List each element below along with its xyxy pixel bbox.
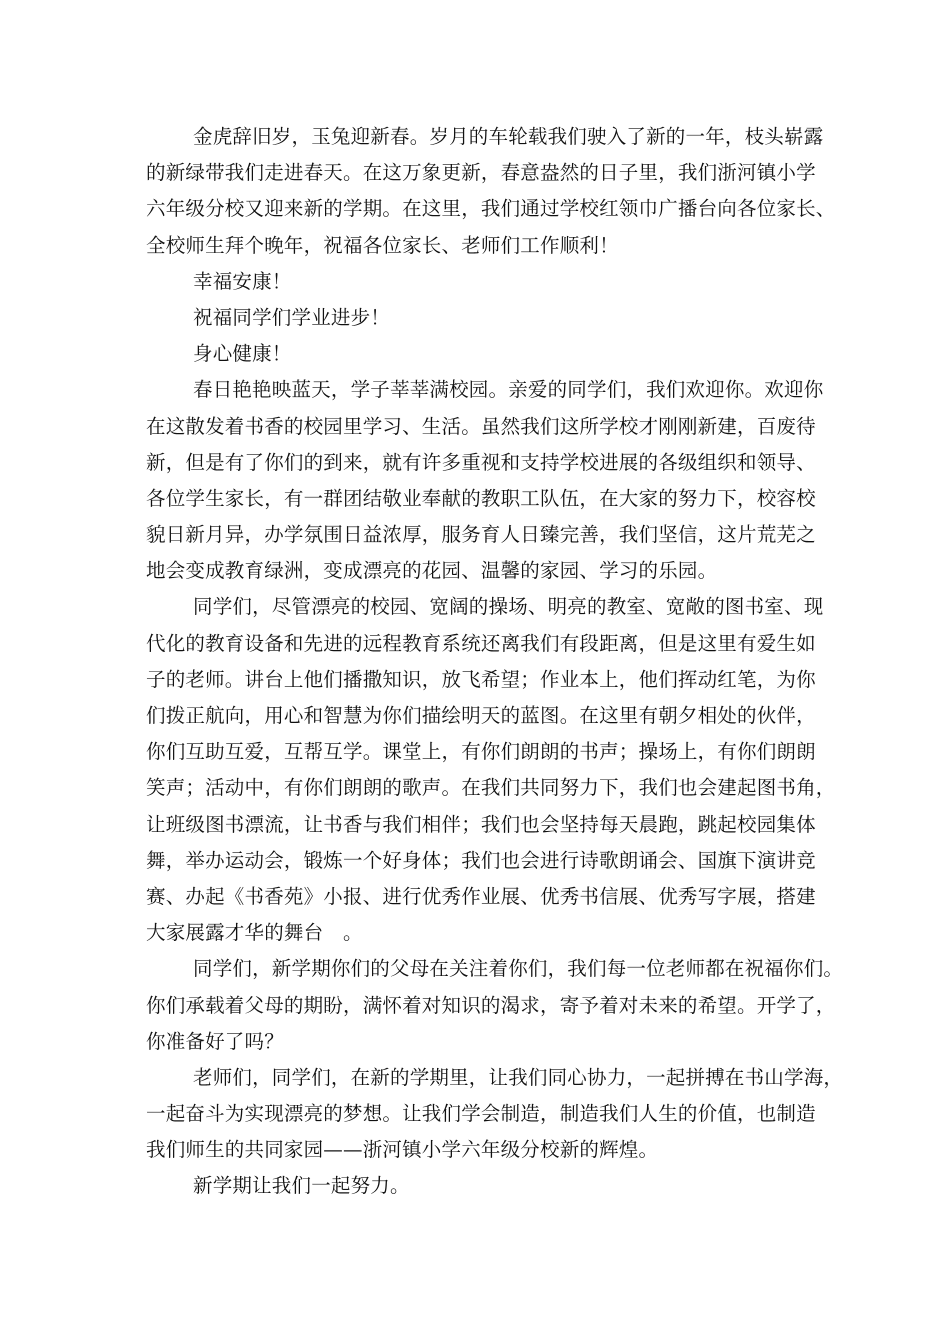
paragraph-line: 全校师生拜个晚年，祝福各位家长、老师们工作顺利！: [146, 233, 619, 257]
paragraph-first-line: 同学们，尽管漂亮的校园、宽阔的操场、明亮的教室、宽敞的图书室、现: [193, 595, 824, 619]
paragraph-first-line: 祝福同学们学业进步！: [193, 305, 391, 329]
paragraph-line: 们拨正航向，用心和智慧为你们描绘明天的蓝图。在这里有朝夕相处的伙伴，: [146, 704, 816, 727]
paragraph-line: 地会变成教育绿洲，变成漂亮的花园、温馨的家园、学习的乐园。: [146, 559, 718, 583]
paragraph-line: 你准备好了吗？: [146, 1029, 284, 1053]
paragraph-first-line: 春日艳艳映蓝天，学子莘莘满校园。亲爱的同学们，我们欢迎你。欢迎你: [193, 378, 824, 402]
paragraph-first-line: 金虎辞旧岁，玉兔迎新春。岁月的车轮载我们驶入了新的一年，枝头崭露: [193, 125, 824, 148]
paragraph-line: 大家展露才华的舞台 。: [146, 921, 363, 945]
paragraph-line: 你们承载着父母的期盼，满怀着对知识的渴求，寄予着对未来的希望。开学了，: [146, 993, 836, 1017]
paragraph-line: 代化的教育设备和先进的远程教育系统还离我们有段距离，但是这里有爱生如: [146, 631, 816, 655]
paragraph-line: 的新绿带我们走进春天。在这万象更新，春意盎然的日子里，我们浙河镇小学: [146, 161, 816, 185]
paragraph-first-line: 老师们，同学们，在新的学期里，让我们同心协力，一起拼搏在书山学海，: [193, 1065, 844, 1089]
paragraph-first-line: 幸福安康！: [193, 269, 292, 293]
paragraph-line: 各位学生家长，有一群团结敬业奉献的教职工队伍，在大家的努力下，校容校: [146, 486, 816, 510]
paragraph-line: 子的老师。讲台上他们播撒知识，放飞希望；作业本上，他们挥动红笔，为你: [146, 667, 816, 691]
paragraph-line: 你们互助互爱，互帮互学。课堂上，有你们朗朗的书声；操场上，有你们朗朗: [146, 740, 816, 764]
paragraph-first-line: 身心健康！: [193, 342, 292, 366]
paragraph-first-line: 新学期让我们一起努力。: [193, 1174, 410, 1198]
paragraph-line: 在这散发着书香的校园里学习、生活。虽然我们这所学校才刚刚新建，百废待: [146, 414, 816, 438]
document-body: [146, 119, 844, 1205]
paragraph-line: 赛、办起《书香苑》小报、进行优秀作业展、优秀书信展、优秀写字展，搭建: [146, 884, 816, 908]
paragraph-line: 新，但是有了你们的到来，就有许多重视和支持学校进展的各级组织和领导、: [146, 450, 816, 474]
paragraph-line: 舞，举办运动会，锻炼一个好身体；我们也会进行诗歌朗诵会、国旗下演讲竞: [146, 848, 816, 872]
paragraph-line: 让班级图书漂流，让书香与我们相伴；我们也会坚持每天晨跑，跳起校园集体: [146, 812, 816, 836]
paragraph-line: 六年级分校又迎来新的学期。在这里，我们通过学校红领巾广播台向各位家长、: [146, 197, 836, 221]
paragraph-line: 我们师生的共同家园——浙河镇小学六年级分校新的辉煌。: [146, 1138, 659, 1162]
paragraph-line: 貌日新月异，办学氛围日益浓厚，服务育人日臻完善，我们坚信，这片荒芜之: [146, 523, 816, 547]
paragraph-line: 笑声；活动中，有你们朗朗的歌声。在我们共同努力下，我们也会建起图书角，: [146, 776, 836, 800]
paragraph-line: 一起奋斗为实现漂亮的梦想。让我们学会制造，制造我们人生的价值，也制造: [146, 1102, 816, 1126]
paragraph-first-line: 同学们，新学期你们的父母在关注着你们，我们每一位老师都在祝福你们。: [193, 957, 844, 981]
